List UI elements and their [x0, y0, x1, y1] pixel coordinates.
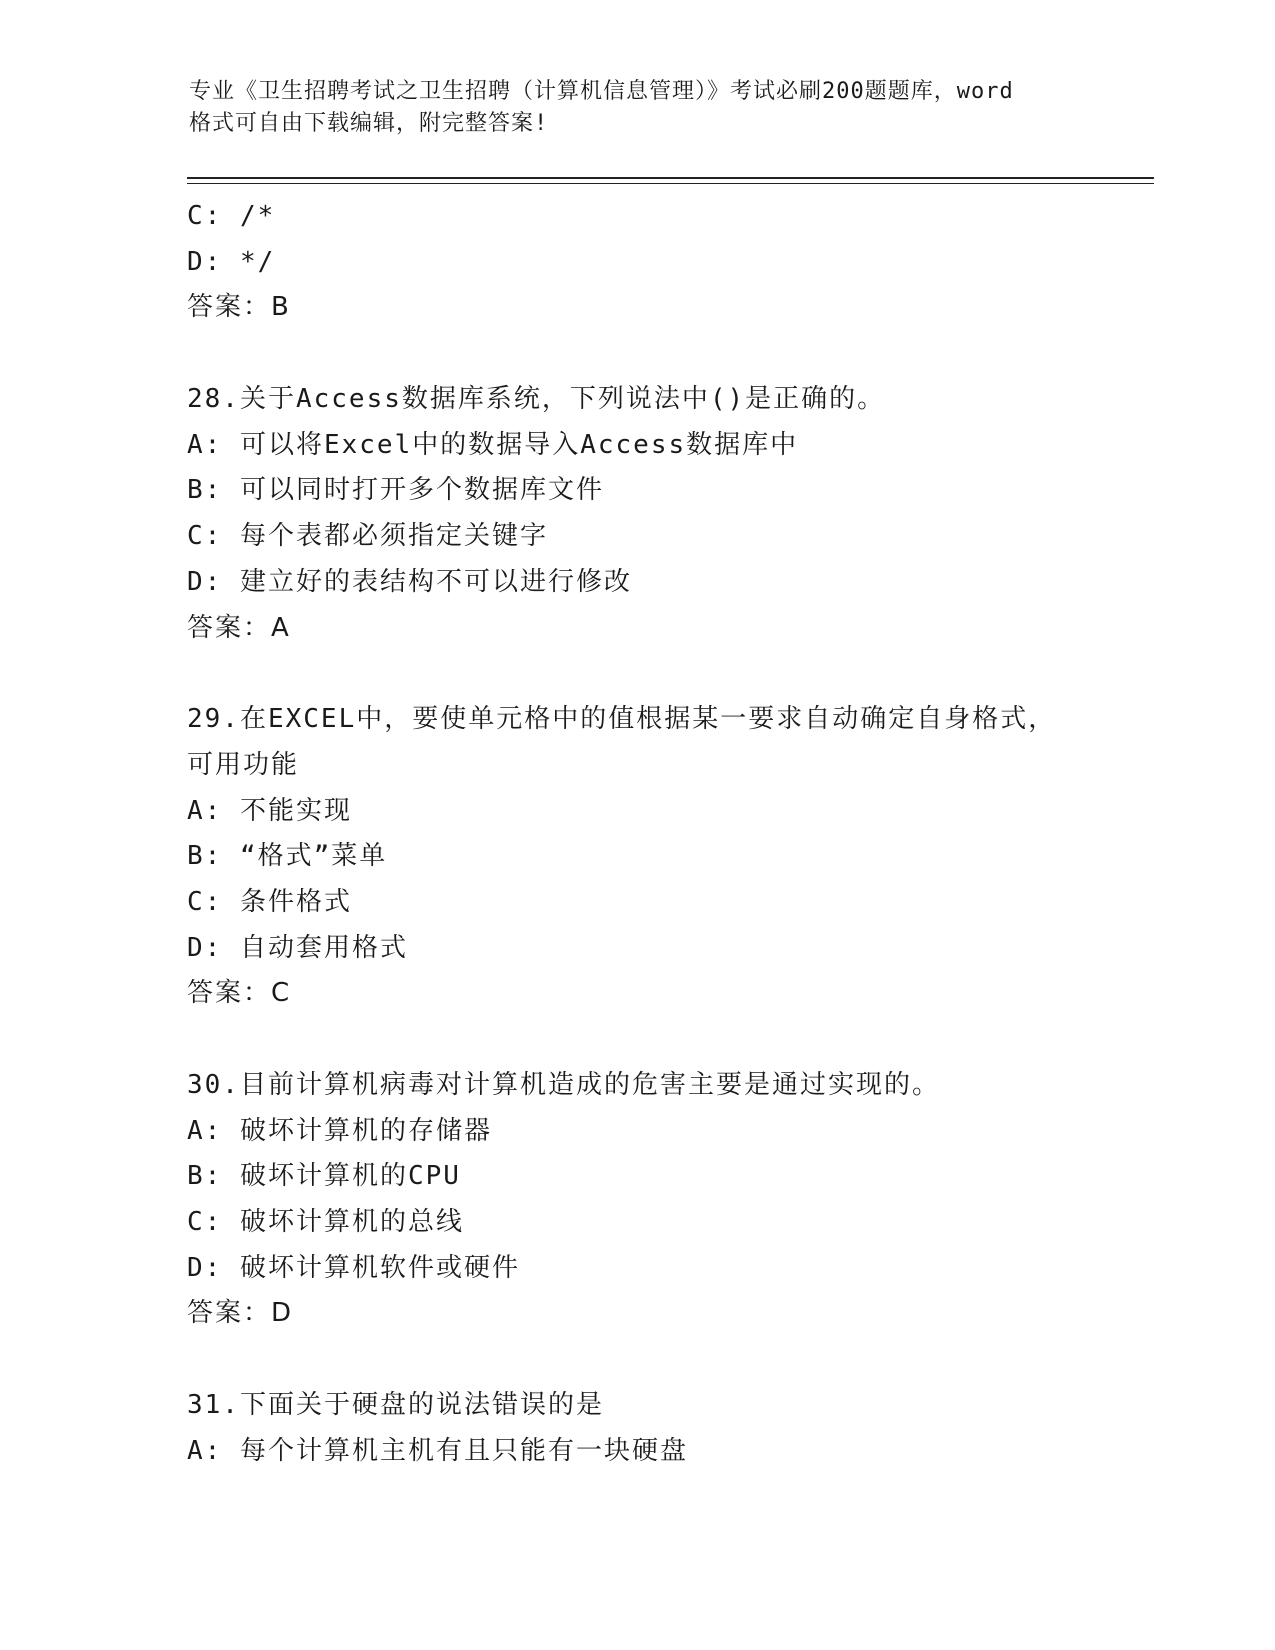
option-c: C: /* — [187, 201, 276, 231]
question-block-30 — [187, 1063, 1127, 1337]
header-title-line-1: 专业《卫生招聘考试之卫生招聘（计算机信息管理）》考试必刷200题题库，word — [189, 79, 1014, 104]
option-d: D: 建立好的表结构不可以进行修改 — [187, 566, 632, 597]
option-d: D: 自动套用格式 — [187, 932, 408, 963]
question-block-continued — [187, 194, 1127, 331]
question-list — [187, 194, 1127, 1475]
answer-line: 答案：A — [187, 612, 291, 643]
question-spacer — [187, 651, 1127, 697]
option-a: A: 破坏计算机的存储器 — [187, 1115, 492, 1146]
question-title-line-1: 29.在EXCEL中，要使单元格中的值根据某一要求自动确定自身格式， — [187, 704, 1057, 735]
answer-line: 答案：B — [187, 292, 291, 323]
question-spacer — [187, 1337, 1127, 1383]
option-a: A: 不能实现 — [187, 795, 352, 826]
header-divider-thin — [187, 183, 1154, 184]
header-divider-thick — [187, 177, 1154, 179]
question-spacer — [187, 1017, 1127, 1063]
question-title: 31.下面关于硬盘的说法错误的是 — [187, 1390, 604, 1421]
question-title: 30.目前计算机病毒对计算机造成的危害主要是通过实现的。 — [187, 1070, 940, 1100]
option-a: A: 每个计算机主机有且只能有一块硬盘 — [187, 1435, 688, 1466]
option-b: B: 破坏计算机的CPU — [187, 1161, 461, 1192]
header-title-line-2: 格式可自由下载编辑，附完整答案! — [189, 111, 549, 136]
answer-line: 答案：C — [187, 978, 292, 1009]
option-c: C: 破坏计算机的总线 — [187, 1207, 464, 1238]
document-header — [189, 76, 1089, 140]
option-c: C: 条件格式 — [187, 886, 352, 917]
question-title: 28.关于Access数据库系统，下列说法中()是正确的。 — [187, 384, 886, 415]
question-block-28 — [187, 377, 1127, 651]
option-b: B: “格式”菜单 — [187, 841, 388, 872]
question-spacer — [187, 331, 1127, 377]
option-c: C: 每个表都必须指定关键字 — [187, 521, 548, 552]
question-title-line-2: 可用功能 — [187, 749, 300, 780]
option-a: A: 可以将Excel中的数据导入Access数据库中 — [187, 429, 799, 460]
option-b: B: 可以同时打开多个数据库文件 — [187, 475, 604, 506]
option-d: D: 破坏计算机软件或硬件 — [187, 1252, 520, 1283]
question-block-31 — [187, 1383, 1127, 1474]
answer-line: 答案：D — [187, 1298, 294, 1329]
option-d: D: */ — [187, 246, 276, 277]
question-block-29 — [187, 697, 1127, 1017]
